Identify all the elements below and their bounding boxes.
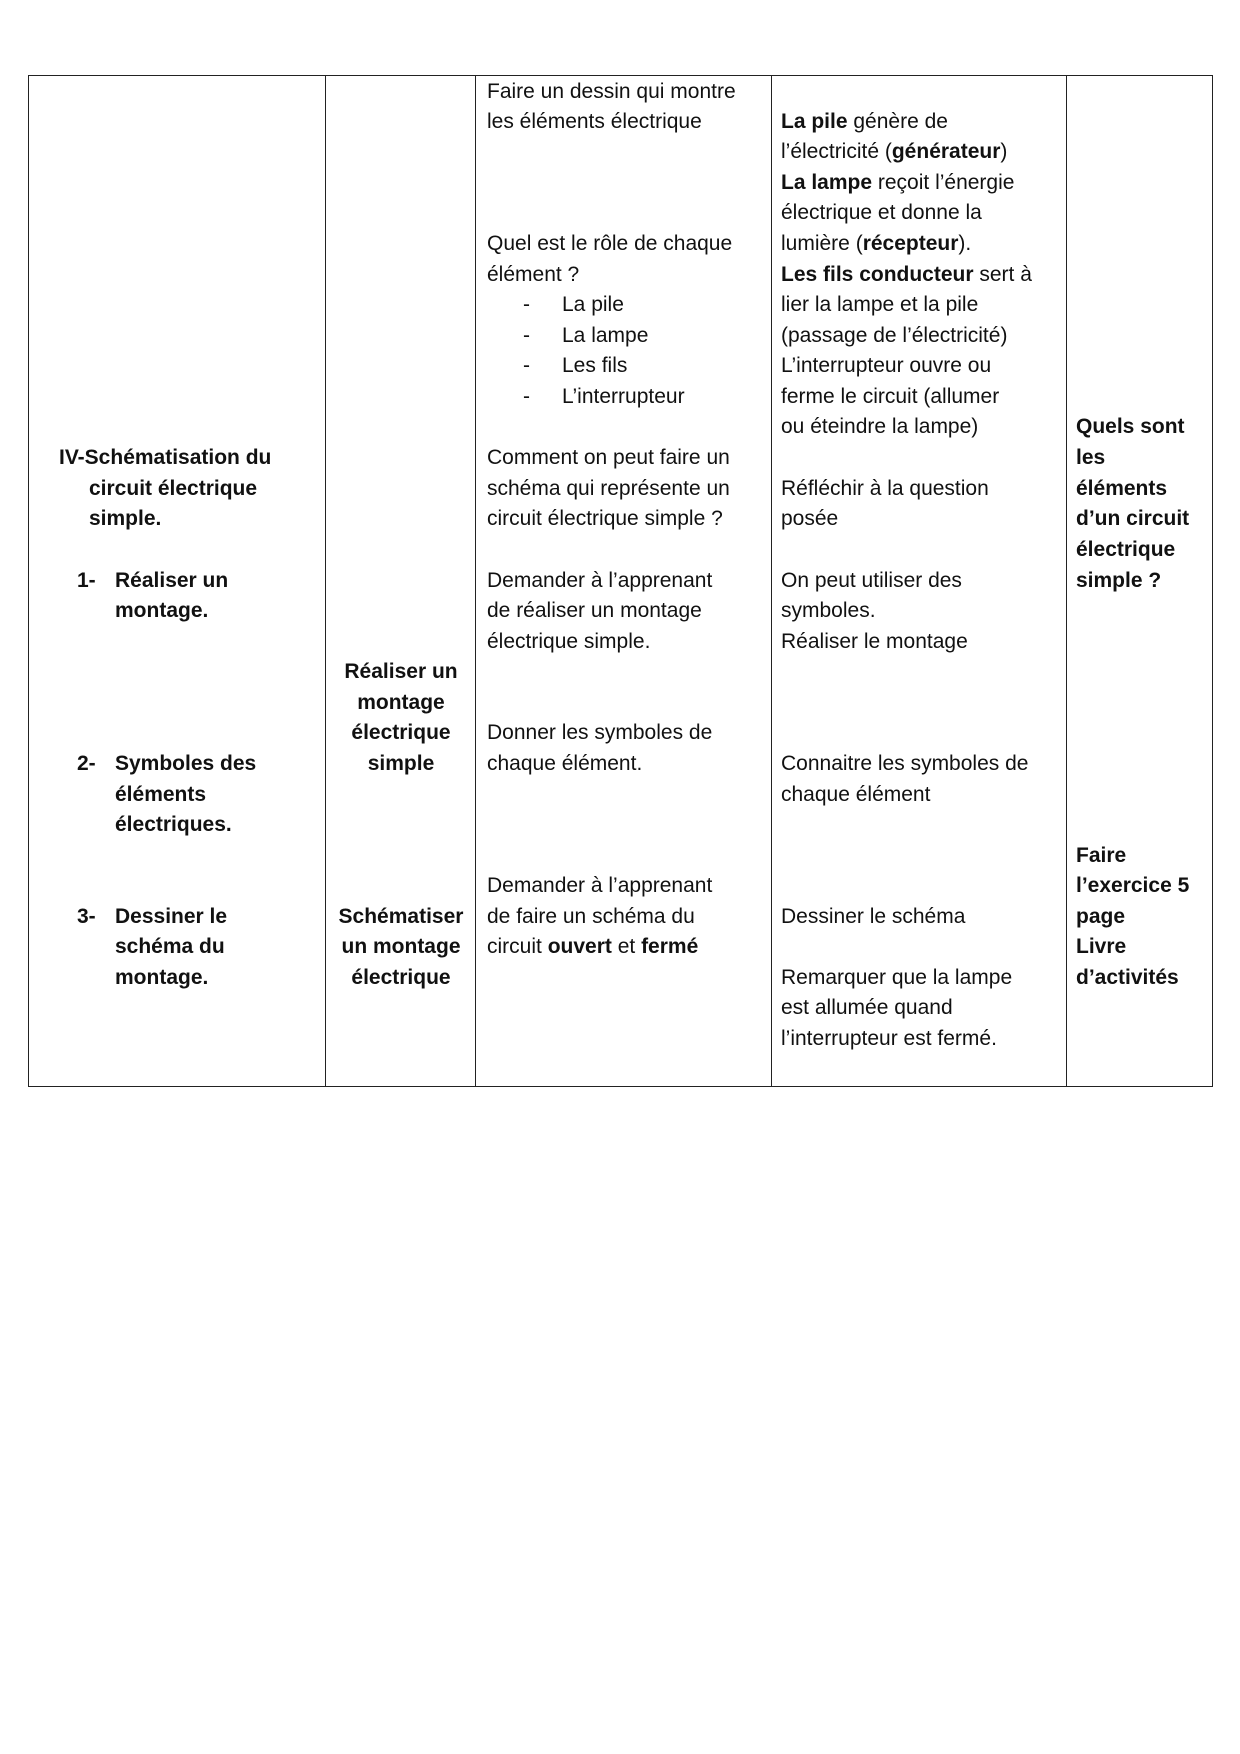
- answer-line: On peut utiliser des: [781, 569, 962, 592]
- step-number: 2-: [77, 752, 96, 775]
- activity-line: de réaliser un montage: [487, 599, 702, 622]
- evaluation-line: Livre: [1076, 935, 1127, 958]
- bullet-dash: -: [523, 385, 530, 408]
- answer-line: L’interrupteur ouvre ou: [781, 354, 992, 377]
- activity-line: [487, 932, 698, 963]
- activity-line: circuit électrique simple ?: [487, 507, 723, 530]
- answer-line: posée: [781, 507, 839, 530]
- activity-line: Comment on peut faire un: [487, 446, 730, 469]
- evaluation-line: d’activités: [1076, 966, 1179, 989]
- evaluation-line: Faire: [1076, 844, 1127, 867]
- objective-line: un montage: [341, 935, 461, 958]
- text-run-bold: récepteur: [862, 232, 959, 255]
- activity-line: de faire un schéma du: [487, 905, 695, 928]
- activity-line: Demander à l’apprenant: [487, 874, 713, 897]
- answer-line: [781, 229, 971, 260]
- evaluation-line: Quels sont: [1076, 415, 1185, 438]
- answer-line: Remarquer que la lampe: [781, 966, 1013, 989]
- text-run-bold: La pile: [781, 110, 848, 133]
- evaluation-line: éléments: [1076, 477, 1168, 500]
- answer-line: [781, 107, 948, 138]
- step-label: électriques.: [115, 813, 232, 836]
- objective-line: Réaliser un: [344, 660, 458, 683]
- column-divider: [1066, 76, 1067, 1086]
- text-run-bold: fermé: [641, 935, 699, 958]
- answer-line: chaque élément: [781, 783, 931, 806]
- answer-line: ou éteindre la lampe): [781, 415, 979, 438]
- answer-line: est allumée quand: [781, 996, 953, 1019]
- section-title-line: IV-Schématisation du: [59, 446, 272, 469]
- evaluation-line: page: [1076, 905, 1126, 928]
- bullet-dash: -: [523, 324, 530, 347]
- activity-line: Quel est le rôle de chaque: [487, 232, 733, 255]
- step-label: Réaliser un: [115, 569, 229, 592]
- step-label: montage.: [115, 599, 209, 622]
- text-run: l’électricité (: [781, 140, 892, 163]
- answer-line: Dessiner le schéma: [781, 905, 966, 928]
- evaluation-line: électrique: [1076, 538, 1176, 561]
- text-run-bold: La lampe: [781, 171, 873, 194]
- activity-line: électrique simple.: [487, 630, 651, 653]
- answer-line: Connaitre les symboles de: [781, 752, 1029, 775]
- answer-line: Réaliser le montage: [781, 630, 968, 653]
- objective-line: simple: [367, 752, 435, 775]
- objective-line: Schématiser: [338, 905, 464, 928]
- step-number: 1-: [77, 569, 96, 592]
- activity-line: les éléments électrique: [487, 110, 702, 133]
- activity-line: Donner les symboles de: [487, 721, 713, 744]
- answer-line: symboles.: [781, 599, 876, 622]
- activity-line: chaque élément.: [487, 752, 643, 775]
- column-divider: [771, 76, 772, 1086]
- answer-line: électrique et donne la: [781, 201, 982, 224]
- step-label: Dessiner le: [115, 905, 228, 928]
- list-item: L’interrupteur: [562, 385, 685, 408]
- answer-line: lier la lampe et la pile: [781, 293, 979, 316]
- answer-line: [781, 168, 1014, 199]
- objective-line: électrique: [351, 721, 451, 744]
- step-number: 3-: [77, 905, 96, 928]
- answer-line: ferme le circuit (allumer: [781, 385, 1000, 408]
- activity-line: schéma qui représente un: [487, 477, 730, 500]
- bullet-dash: -: [523, 354, 530, 377]
- answer-line: [781, 137, 1007, 168]
- text-run: lumière (: [781, 232, 863, 255]
- list-item: La lampe: [562, 324, 649, 347]
- answer-line: l’interrupteur est fermé.: [781, 1027, 997, 1050]
- evaluation-line: l’exercice 5: [1076, 874, 1190, 897]
- evaluation-line: d’un circuit: [1076, 507, 1190, 530]
- activity-line: Faire un dessin qui montre: [487, 80, 736, 103]
- bullet-dash: -: [523, 293, 530, 316]
- list-item: La pile: [562, 293, 624, 316]
- text-run-bold: ouvert: [547, 935, 612, 958]
- step-label: éléments: [115, 783, 207, 806]
- list-item: Les fils: [562, 354, 628, 377]
- step-label: Symboles des: [115, 752, 257, 775]
- text-run: ).: [958, 232, 972, 255]
- objective-line: montage: [357, 691, 445, 714]
- text-run: circuit: [487, 935, 548, 958]
- lesson-table: [28, 75, 1213, 1087]
- text-run: et: [611, 935, 642, 958]
- section-title-line: circuit électrique: [89, 477, 258, 500]
- step-label: schéma du: [115, 935, 225, 958]
- text-run: génère de: [847, 110, 948, 133]
- text-run-bold: générateur: [891, 140, 1001, 163]
- answer-line: [781, 260, 1032, 291]
- evaluation-line: simple ?: [1076, 569, 1162, 592]
- answer-line: Réfléchir à la question: [781, 477, 989, 500]
- activity-line: élément ?: [487, 263, 580, 286]
- text-run: reçoit l’énergie: [872, 171, 1015, 194]
- text-run-bold: Les fils conducteur: [781, 263, 974, 286]
- text-run: sert à: [973, 263, 1032, 286]
- text-run: ): [1000, 140, 1008, 163]
- step-label: montage.: [115, 966, 209, 989]
- objective-line: électrique: [351, 966, 451, 989]
- evaluation-line: les: [1076, 446, 1106, 469]
- section-title-line: simple.: [89, 507, 162, 530]
- activity-line: Demander à l’apprenant: [487, 569, 713, 592]
- answer-line: (passage de l’électricité): [781, 324, 1008, 347]
